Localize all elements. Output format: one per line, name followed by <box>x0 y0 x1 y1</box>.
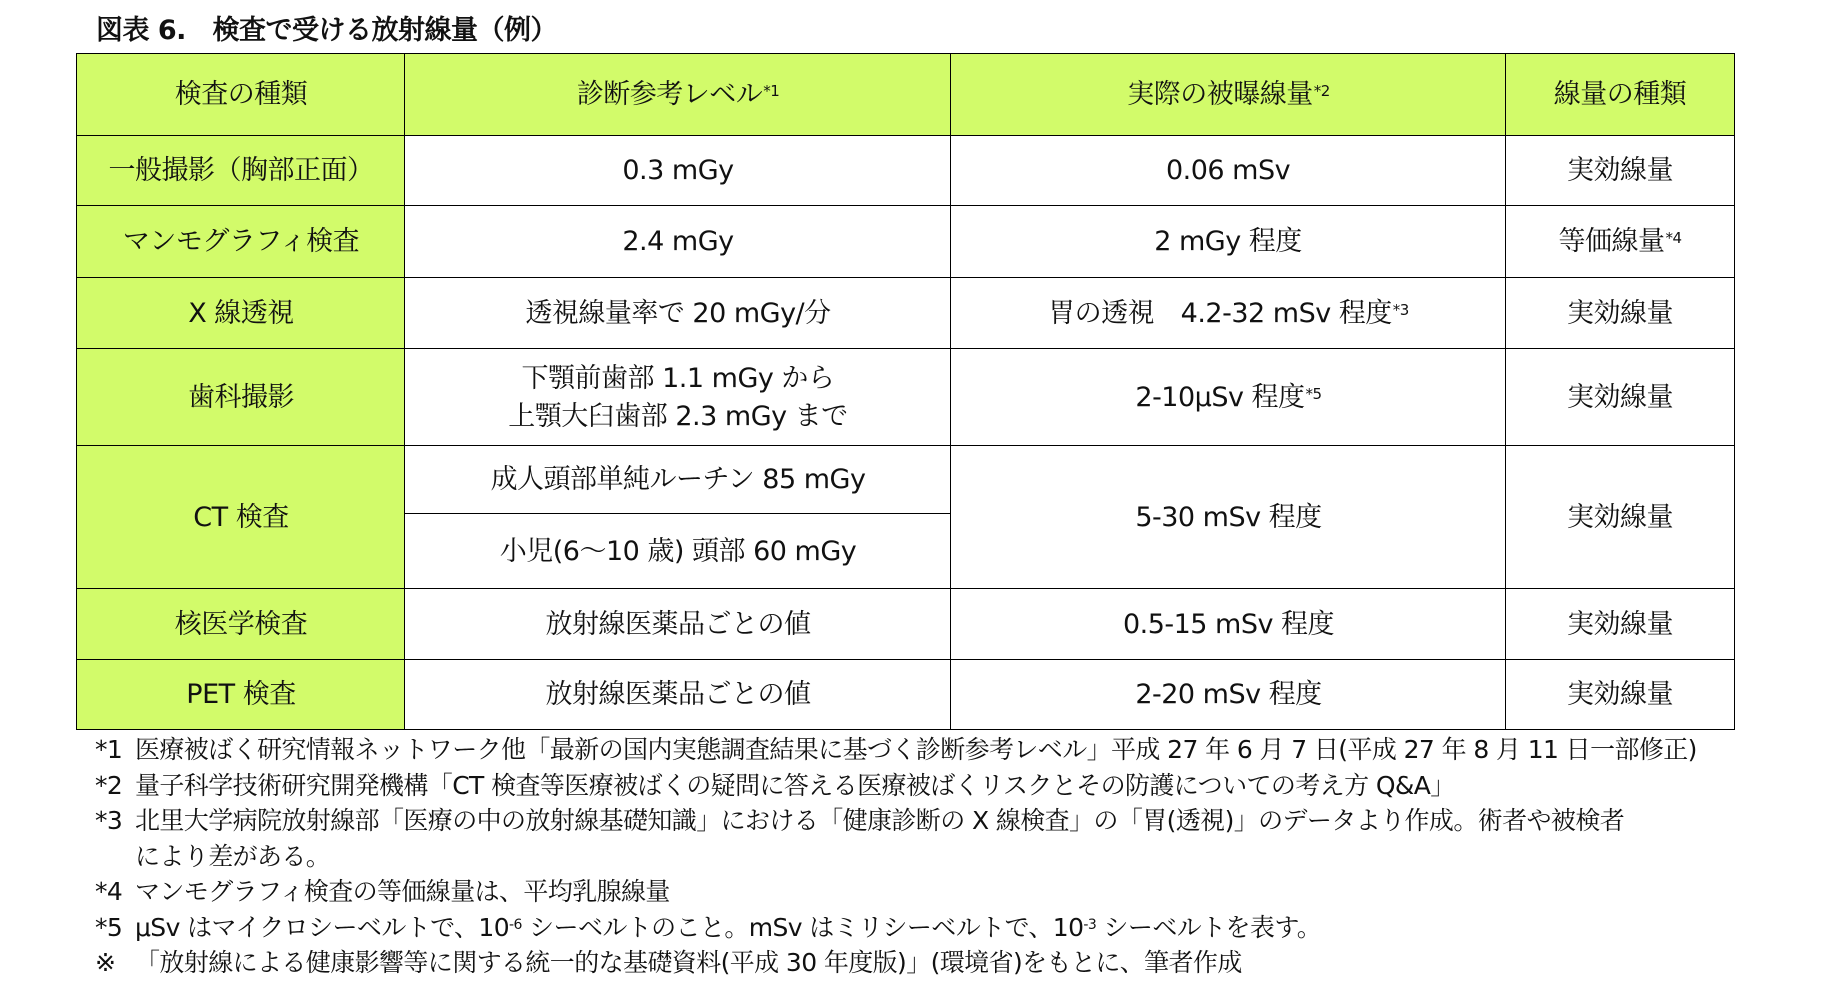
table-row-exam: X 線透視 <box>76 277 406 350</box>
table-row-drl-child: 小児(6～10 歳) 頭部 60 mGy <box>404 513 952 590</box>
table-row-exam: 一般撮影（胸部正面） <box>76 135 406 207</box>
table-row-exam: PET 検査 <box>76 659 406 730</box>
header-label: 線量の種類 <box>1553 79 1687 110</box>
header-label: 診断参考レベル$^{*1}$ <box>576 79 780 110</box>
table-row-actual: 胃の透視 4.2-32 mSv 程度$^{*3}$ <box>950 277 1507 350</box>
table-row-dose-type: 実効線量 <box>1505 588 1735 661</box>
footnote-2: *2 量子科学技術研究開発機構「CT 検査等医療被ばくの疑問に答える医療被ばくリスクとその防護についての考え方 Q&A」 <box>95 770 1455 800</box>
table-row-actual: 5-30 mSv 程度 <box>950 445 1507 590</box>
footnotes <box>95 732 1795 981</box>
header-dose-type <box>1505 53 1735 137</box>
table-row-actual: 2-20 mSv 程度 <box>950 659 1507 730</box>
table-row-drl-adult: 成人頭部単純ルーチン 85 mGy <box>404 445 952 515</box>
table-row-actual: 2 mGy 程度 <box>950 205 1507 279</box>
table-row-drl: 放射線医薬品ごとの値 <box>404 659 952 730</box>
table-row-exam: マンモグラフィ検査 <box>76 205 406 279</box>
footnote-3: *3 北里大学病院放射線部「医療の中の放射線基礎知識」における「健康診断の X 線検査」の「胃(透視)」のデータより作成。術者や被検者 <box>95 806 1625 835</box>
table-row-drl: 2.4 mGy <box>404 205 952 279</box>
figure-title: 図表 6. 検査で受ける放射線量（例） <box>96 15 557 46</box>
table-row-dose-type: 等価線量$^{*4}$ <box>1505 205 1735 279</box>
table-row-exam: 核医学検査 <box>76 588 406 661</box>
footnote-3-continuation: により差がある。 <box>135 841 331 871</box>
table-row-drl: 下顎前歯部 1.1 mGy から 上顎大臼歯部 2.3 mGy まで <box>404 348 952 447</box>
header-label: 検査の種類 <box>174 79 308 110</box>
table-row-drl: 放射線医薬品ごとの値 <box>404 588 952 661</box>
header-actual-exposure <box>950 53 1507 137</box>
table-row-exam: 歯科撮影 <box>76 348 406 447</box>
table-row-dose-type: 実効線量 <box>1505 135 1735 207</box>
table-row-dose-type: 実効線量 <box>1505 277 1735 350</box>
table-row-actual: 0.5-15 mSv 程度 <box>950 588 1507 661</box>
header-exam-type <box>76 53 406 137</box>
table-row-dose-type: 実効線量 <box>1505 659 1735 730</box>
table-row-actual: 0.06 mSv <box>950 135 1507 207</box>
radiation-dose-table <box>76 53 1735 729</box>
table-row-exam: CT 検査 <box>76 445 406 590</box>
footnote-5: *5 μSv はマイクロシーベルトで、$10^{-6}$ シーベルトのこと。mSv はミリシーベルトで、$10^{-3}$ シーベルトを表す。 <box>95 912 1322 942</box>
footnote-1: *1 医療被ばく研究情報ネットワーク他「最新の国内実態調査結果に基づく診断参考レベル」平成 27 年 6 月 7 日(平成 27 年 8 月 11 日一部修正) <box>95 735 1697 764</box>
table-row-drl: 透視線量率で 20 mGy/分 <box>404 277 952 350</box>
header-diagnostic-reference-level <box>404 53 952 137</box>
table-row-drl: 0.3 mGy <box>404 135 952 207</box>
header-label: 実際の被曝線量$^{*2}$ <box>1127 79 1330 110</box>
table-row-dose-type: 実効線量 <box>1505 348 1735 447</box>
table-row-actual: 2-10μSv 程度$^{*5}$ <box>950 348 1507 447</box>
footnote-4: *4 マンモグラフィ検査の等価線量は、平均乳腺線量 <box>95 877 670 906</box>
footnote-source: ※ 「放射線による健康影響等に関する統一的な基礎資料(平成 30 年度版)」(環境省)をもとに、筆者作成 <box>95 948 1242 977</box>
table-row-dose-type: 実効線量 <box>1505 445 1735 590</box>
